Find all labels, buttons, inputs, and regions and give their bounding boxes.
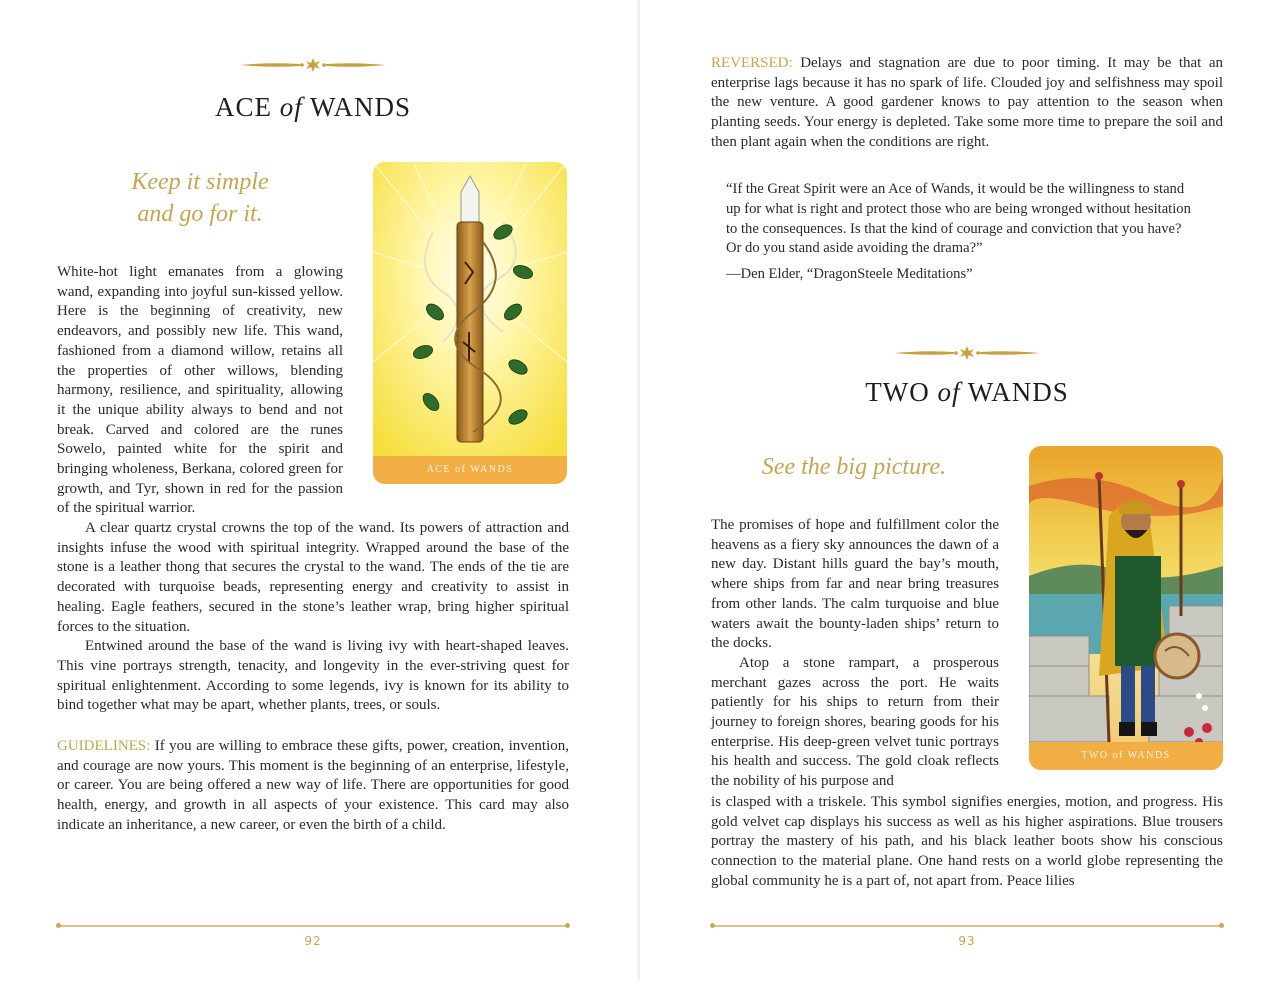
paragraph-crystal: A clear quartz crystal crowns the top of the wand. Its powers of attraction and insights infuse the wood with spiritual integrity. Wrapped around the base of the stone is a leather thong that secures the crystal to the wand. The ends of the tie are decorated with turquoise beads, representing energy and creativity to assist in healing. Eagle feathers, secured in the stone’s leather wrap, bring higher spiritual forces to the situation. bbox=[57, 520, 569, 635]
body-text bbox=[711, 793, 1223, 892]
reversed-text: Delays and stagnation are due to poor timing. It may be that an enterprise lags because it has no spark of life. Clouded joy and selfishness may spoil the new venture. A good gardener knows to pay attention to the season when planting seeds. Your energy is depleted. Take some more time to prepare the soil and then plant again when the conditions are right. bbox=[711, 55, 1223, 150]
quote-text: “If the Great Spirit were an Ace of Wands, it would be the willingness to stand up for what is right and protect those who are being wronged without hesitation to the consequences. Is that the kind of courage and conviction that you have? Or do you stand aside avoiding the drama?” bbox=[726, 181, 1191, 257]
reversed-label: REVERSED: bbox=[711, 55, 793, 71]
title-suit: WANDS bbox=[960, 377, 1069, 407]
card-caption: TWO of WANDS bbox=[1029, 742, 1223, 770]
card-title bbox=[160, 92, 466, 123]
ace-of-wands-card-image bbox=[373, 162, 567, 484]
title-suit: WANDS bbox=[302, 92, 412, 122]
intro-wrap-text bbox=[57, 263, 343, 519]
card-title bbox=[812, 377, 1122, 408]
card-caption: ACE of WANDS bbox=[373, 456, 567, 484]
two-of-wands-card-image bbox=[1029, 446, 1223, 770]
paragraph-ivy: Entwined around the base of the wand is living ivy with heart-shaped leaves. This vine portrays strength, tenacity, and longevity in the ever-striving quest for spiritual enlightenment. According to some legends, ivy is known for its ability to bind together what may be apart, whether plants, trees, or souls. bbox=[57, 638, 569, 714]
right-page bbox=[640, 0, 1280, 981]
title-main: ACE bbox=[214, 92, 280, 122]
motto-line: See the big picture. bbox=[761, 454, 947, 480]
motto-line-1: Keep it simple bbox=[131, 169, 269, 195]
intro-wrap-text bbox=[711, 516, 999, 792]
card-motto bbox=[744, 451, 964, 483]
merchant-paragraph: Atop a stone rampart, a prosperous merchant gazes across the port. He waits patiently for his ships to return from their journey to foreign shores, bearing goods for his enterprise. His deep-green velvet tunic portrays his health and success. The gold cloak reflects the nobility of his purpose and bbox=[711, 654, 999, 790]
guidelines-label: GUIDELINES: bbox=[57, 738, 151, 754]
card-motto bbox=[100, 166, 300, 230]
footer-rule bbox=[712, 925, 1222, 927]
guidelines-section bbox=[57, 737, 569, 836]
motto-line-2: and go for it. bbox=[137, 201, 263, 227]
quote-attribution: —Den Elder, “DragonSteele Meditations” bbox=[726, 266, 973, 283]
guidelines-text: If you are willing to embrace these gifts, power, creation, invention, and courage are now yours. This moment is the beginning of an enterprise, lifestyle, or career. You are being offered a new way of life. There are opportunities for good health, energy, and growth in all aspects of your existence. This card may also indicate an inheritance, a new career, or even the birth of a child. bbox=[57, 738, 569, 833]
title-ornament bbox=[238, 57, 388, 73]
title-main: TWO bbox=[865, 377, 938, 407]
title-of: of bbox=[937, 377, 961, 407]
quote-block bbox=[726, 180, 1196, 285]
body-text bbox=[57, 519, 569, 716]
page-number: 92 bbox=[304, 934, 322, 948]
paragraph-continued: is clasped with a triskele. This symbol signifies energies, motion, and progress. His gold velvet cap displays his success as well as his higher aspirations. Blue trousers portray the mastery of his path, and his black leather boots show his conscious connection to the material plane. One hand rests on a world globe representing the global community he is a part of, not apart from. Peace lilies bbox=[711, 794, 1223, 889]
footer-rule bbox=[58, 925, 568, 927]
intro-paragraph: White-hot light emanates from a glowing wand, expanding into joyful sun-kissed yellow. Here is the beginning of creativity, new endeavors, and possibly new life. This wand, fashioned from a diamond willow, retains all the properties of other willows, blending harmony, resilience, and spirituality, allowing it the unique ability always to bend and not break. Carved and colored are the runes Sowelo, painted white for the spirit and bringing wholeness, Berkana, colored green for growth, and Tyr, shown in red for the passion of the spiritual warrior. bbox=[57, 264, 343, 517]
intro-paragraph: The promises of hope and fulfillment color the heavens as a fiery sky announces the dawn of a new day. Distant hills guard the bay’s mouth, where ships from far and near bring treasures from other lands. The calm turquoise and blue waters await the bounty-laden ships’ return to the docks. bbox=[711, 517, 999, 652]
page-number: 93 bbox=[958, 934, 976, 948]
title-ornament bbox=[892, 345, 1042, 361]
reversed-section bbox=[711, 54, 1223, 153]
title-of: of bbox=[279, 92, 303, 122]
